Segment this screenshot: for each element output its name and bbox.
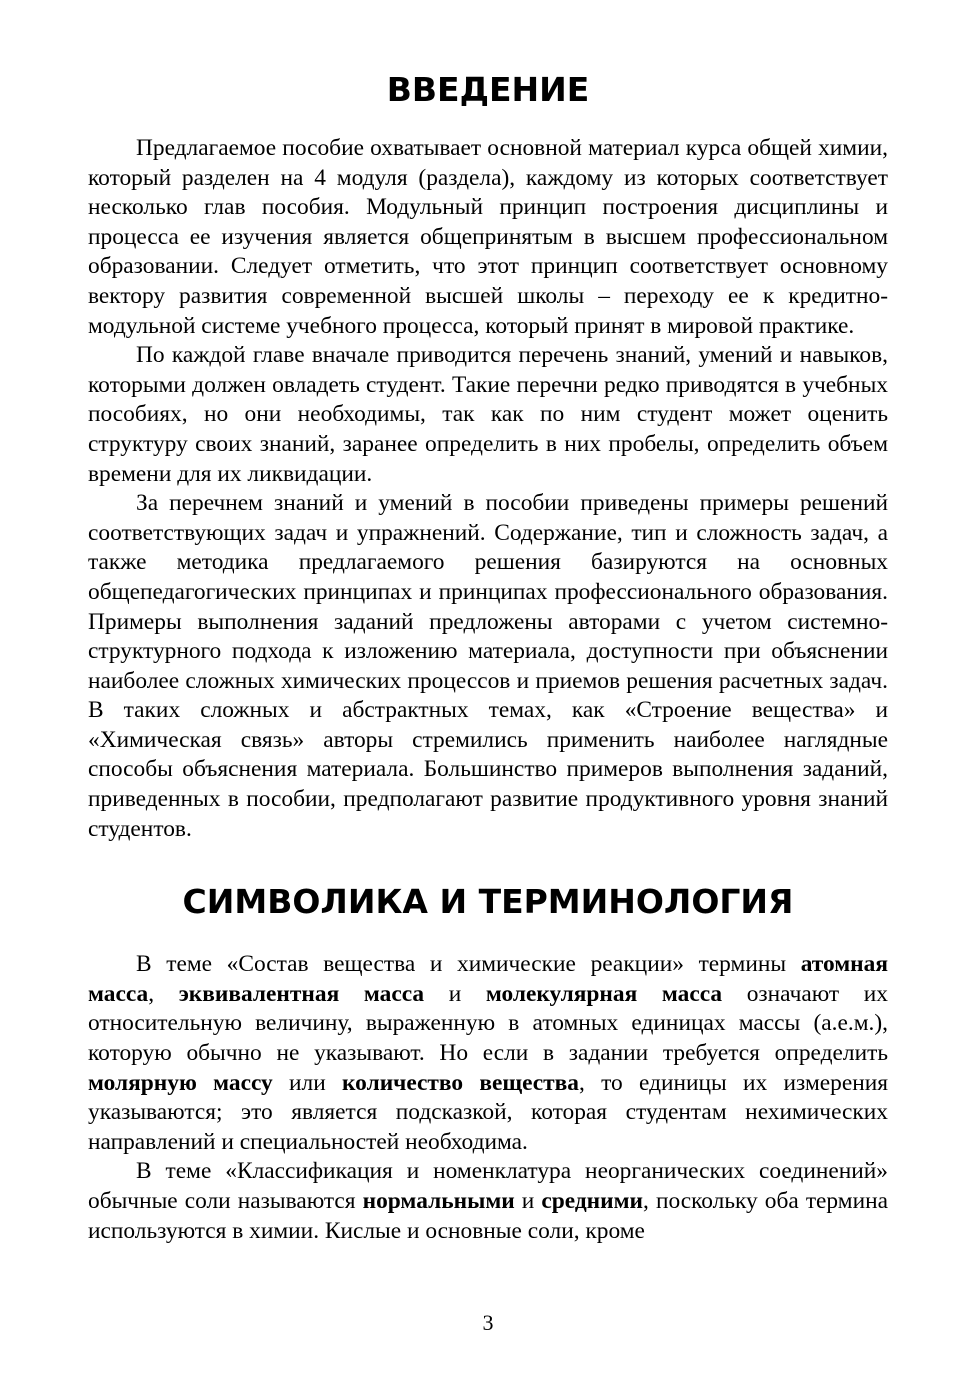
term-normal: нормальными (362, 1188, 515, 1214)
text-run: и (424, 980, 486, 1007)
terminology-paragraph-1 (88, 950, 888, 1157)
text-run: , то единицы их измерения указываются; это является подсказкой, которая студентам нехимических направлений и специальностей необходима. (88, 1069, 889, 1155)
page-content (88, 64, 888, 1246)
intro-paragraph-3: За перечнем знаний и умений в пособии приведены примеры решений соответствующих задач и упражнений. Содержание, тип и сложность задач, а также методика предлагаемого решения базируются на основных общепедагогических принципах и принципах профессионального образования. Примеры выполнения заданий предложены авторами с учетом системно-структурного подхода к изложению материала, доступности при объяснении наиболее сложных химических процессов и приемов решения расчетных задач. В таких сложных и абстрактных темах, как «Строение вещества» и «Химическая связь» авторы стремились применить наиболее наглядные способы объяснения материала. Большинство примеров выполнения заданий, приведенных в пособии, предполагают развитие продуктивного уровня знаний студентов. (88, 490, 888, 842)
section-title-introduction: ВВЕДЕНИЕ (386, 70, 590, 109)
term-atomic-mass: атомная масса (88, 951, 888, 1007)
text-run: В теме «Классификация и номенклатура неорганических соединений» обычные соли называются (88, 1158, 888, 1214)
intro-paragraph-2: По каждой главе вначале приводится перечень знаний, умений и навыков, которыми должен овладеть студент. Такие перечни редко приводятся в учебных пособиях, но они необходимы, так как по ним студент может оценить структуру своих знаний, заранее определить в них пробелы, определить объем времени для их ликвидации. (88, 342, 888, 487)
text-run: В теме «Состав вещества и химические реакции» термины (136, 951, 801, 978)
section-title-terminology: СИМВОЛИКА И ТЕРМИНОЛОГИЯ (182, 882, 794, 922)
term-molar-mass: молярную массу (88, 1069, 273, 1096)
text-run: , поскольку оба термина используются в химии. Кислые и основные соли, кроме (88, 1188, 888, 1244)
terminology-paragraph-2 (88, 1157, 888, 1246)
term-medium: средними (541, 1188, 644, 1214)
text-run: означают их относительную величину, выраженную в атомных единицах массы (а.е.м.), которую обычно не указывают. Но если в задании требуется определить (88, 980, 888, 1067)
term-equivalent-mass: эквивалентная масса (178, 980, 425, 1007)
term-molecular-mass: молекулярная масса (485, 980, 723, 1007)
text-run: и (514, 1188, 542, 1214)
text-run: , (148, 980, 179, 1007)
intro-paragraph-1: Предлагаемое пособие охватывает основной материал курса общей химии, который разделен на 4 модуля (раздела), каждому из которых соответствует несколько глав пособия. Модульный принцип построения дисциплины и процесса ее изучения является общепринятым в высшем профессиональном образовании. Следует отметить, что этот принцип соответствует основному вектору развития современной высшей школы – переходу ее к кредитно-модульной системе учебного процесса, который принят в мировой практике. (88, 135, 888, 339)
page-number: 3 (482, 1310, 494, 1335)
text-run: или (272, 1069, 343, 1096)
term-amount-of-substance: количество вещества (342, 1069, 579, 1096)
